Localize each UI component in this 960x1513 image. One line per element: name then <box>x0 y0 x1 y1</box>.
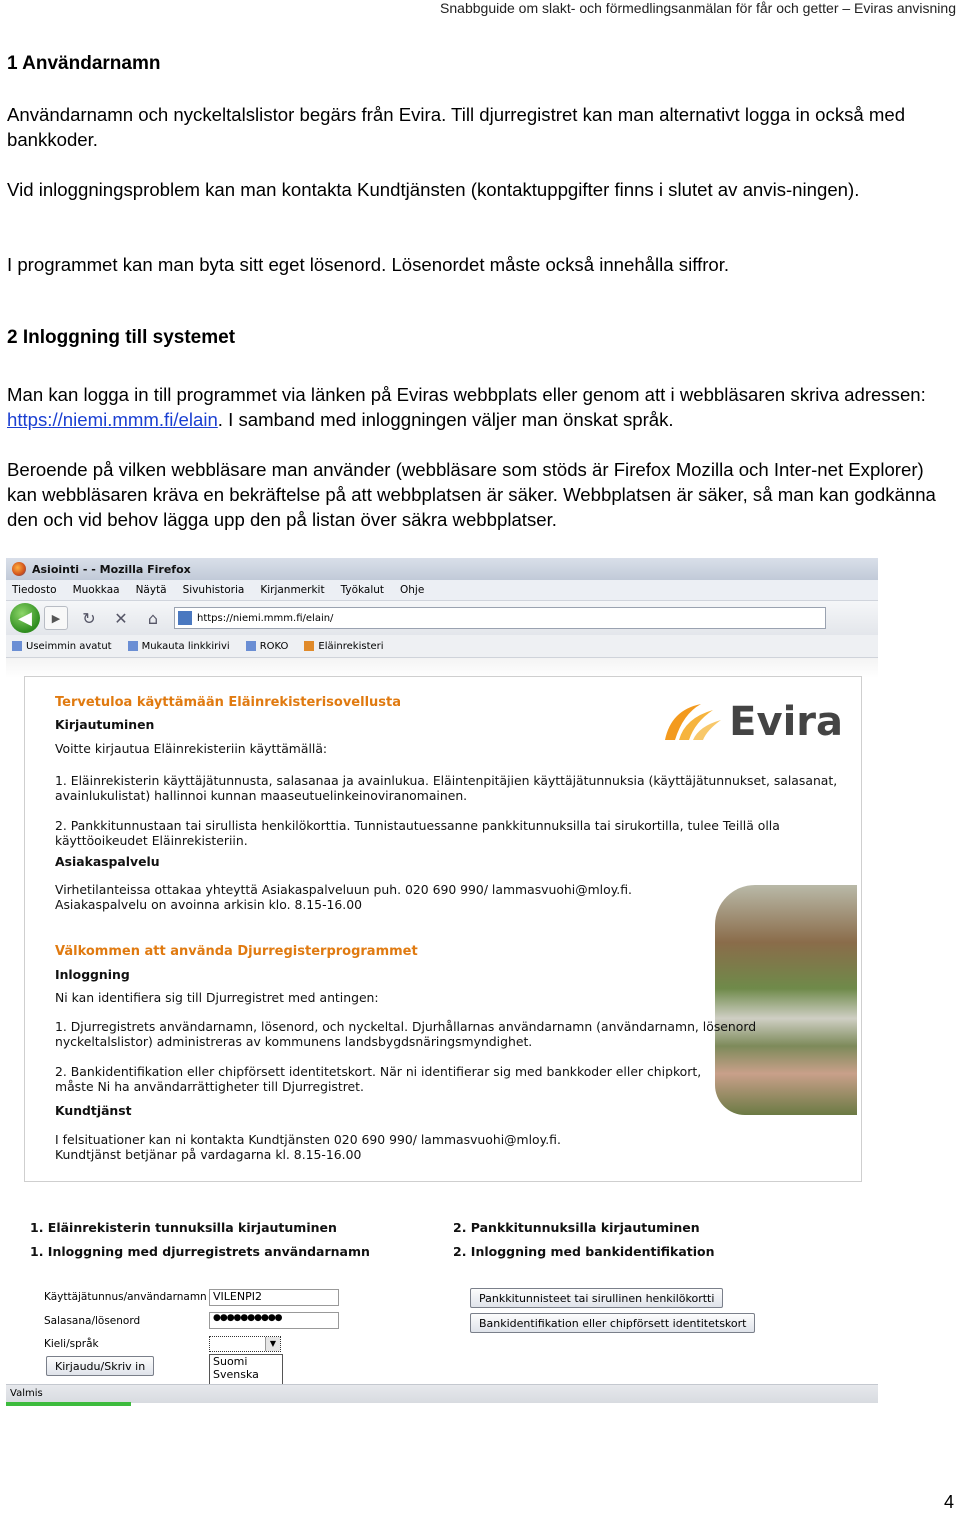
browser-screenshot <box>6 558 878 1408</box>
sv-service-heading: Kundtjänst <box>55 1103 132 1118</box>
fi-option-1b: avainlukulistat) hallinnoi kunnan maaseutuelinkeinoviranomainen. <box>55 788 468 803</box>
bank-login-button-sv[interactable]: Bankidentifikation eller chipförsett identitetskort <box>470 1313 755 1333</box>
sv-option-2a: 2. Bankidentifikation eller chipförsett identitetskort. När ni identifierar sig med bankkoder eller chipkort, <box>55 1064 702 1079</box>
section-2-title: 2 Inloggning till systemet <box>7 327 236 348</box>
login-option-1-sv: 1. Inloggning med djurregistrets användarnamn <box>30 1244 370 1259</box>
para-text: Man kan logga in till programmet via länken på Eviras webbplats eller genom att i webbläsaren skriva adressen: <box>7 384 926 405</box>
section-1-title: 1 Användarnamn <box>7 53 161 74</box>
bookmark-label: Eläinrekisteri <box>318 640 384 652</box>
bookmark-roko[interactable] <box>246 641 289 652</box>
password-input[interactable]: ●●●●●●●●●● <box>209 1312 339 1329</box>
address-bar[interactable] <box>174 607 826 629</box>
status-progress <box>6 1402 131 1406</box>
site-favicon-icon <box>178 611 192 625</box>
fi-login-heading: Kirjautuminen <box>55 717 155 732</box>
password-label: Salasana/lösenord <box>44 1315 141 1327</box>
chevron-down-icon[interactable]: ▼ <box>265 1337 280 1351</box>
bookmark-icon <box>12 641 22 651</box>
farm-animals-photo <box>715 885 857 1115</box>
window-titlebar <box>6 558 878 580</box>
evira-welcome-panel <box>24 676 862 1182</box>
menu-tyokalut[interactable]: Työkalut <box>340 584 385 596</box>
login-option-2-fi: 2. Pankkitunnuksilla kirjautuminen <box>453 1220 700 1235</box>
bank-login-button-fi[interactable]: Pankkitunnisteet tai sirullinen henkilökortti <box>470 1288 723 1308</box>
home-icon[interactable]: ⌂ <box>147 608 159 628</box>
bookmark-label: ROKO <box>259 640 289 652</box>
bookmark-elainrekisteri[interactable] <box>304 641 383 652</box>
fi-intro: Voitte kirjautua Eläinrekisteriin käyttämällä: <box>55 741 328 756</box>
username-label: Käyttäjätunnus/användarnamn <box>44 1291 207 1303</box>
section-2-para-2: Beroende på vilken webbläsare man använder (webbläsare som stöds är Firefox Mozilla och Inter-net Explorer) kan webbläsaren kräva en bekräftelse på att webbplatsen är säker. Webbplatsen är säker, så man kan godkänna den och vid behov lägga upp den på listan över säkra webbplatser. <box>7 459 936 530</box>
elain-link[interactable]: https://niemi.mmm.fi/elain <box>7 409 218 430</box>
menu-kirjanmerkit[interactable]: Kirjanmerkit <box>260 584 325 596</box>
sv-service-line-1: I felsituationer kan ni kontakta Kundtjänsten 020 690 990/ lammasvuohi@mloy.fi. <box>55 1132 561 1147</box>
bookmark-useimmin[interactable] <box>12 641 112 652</box>
menu-sivuhistoria[interactable]: Sivuhistoria <box>182 584 245 596</box>
window-title: Asiointi - - Mozilla Firefox <box>32 562 191 576</box>
status-bar: Valmis <box>6 1384 878 1403</box>
page-number: 4 <box>943 1492 954 1512</box>
bookmark-mukauta[interactable] <box>128 641 230 652</box>
reload-icon[interactable]: ↻ <box>82 608 96 628</box>
running-header: Snabbguide om slakt- och förmedlingsanmälan för får och getter – Eviras anvisning <box>440 0 956 16</box>
sv-option-1a: 1. Djurregistrets användarnamn, lösenord, och nyckeltal. Djurhållarnas användarnamn (användarnamn, lösenord <box>55 1019 757 1034</box>
section-2-para-1 <box>7 382 953 432</box>
bookmarks-toolbar <box>6 635 878 658</box>
fi-service-line-1: Virhetilanteissa ottakaa yhteyttä Asiakaspalveluun puh. 020 690 990/ lammasvuohi@mloy.fi. <box>55 882 632 897</box>
evira-swoosh-icon <box>661 700 723 744</box>
bookmark-icon <box>128 641 138 651</box>
language-option-svenska[interactable]: Svenska <box>213 1368 259 1381</box>
menu-nayta[interactable]: Näytä <box>135 584 167 596</box>
toolbar-spacer <box>6 658 878 678</box>
bookmark-icon <box>304 641 314 651</box>
sv-option-2b: måste Ni ha användarrättigheter till Djurregistret. <box>55 1079 364 1094</box>
language-label: Kieli/språk <box>44 1338 99 1350</box>
sv-service-line-2: Kundtjänst betjänar på vardagarna kl. 8.15-16.00 <box>55 1147 362 1162</box>
forward-arrow-icon[interactable]: ▶ <box>44 606 68 630</box>
evira-logo-text: Evira <box>729 699 843 745</box>
fi-option-2a: 2. Pankkitunnustaan tai sirullista henkilökorttia. Tunnistautuessanne pankkitunnuksilla tai sirukortilla, tulee Teillä olla <box>55 818 780 833</box>
section-1-para-1: Användarnamn och nyckeltalslistor begärs från Evira. Till djurregistret kan man alternativt logga in också med bankkoder. <box>7 104 906 150</box>
sv-title: Välkommen att använda Djurregisterprogrammet <box>55 944 418 959</box>
sv-intro: Ni kan identifiera sig till Djurregistret med antingen: <box>55 990 379 1005</box>
stop-icon[interactable]: ✕ <box>114 608 128 628</box>
language-option-suomi[interactable]: Suomi <box>213 1355 248 1368</box>
menu-bar <box>6 580 878 601</box>
login-option-2-sv: 2. Inloggning med bankidentifikation <box>453 1244 715 1259</box>
fi-option-1a: 1. Eläinrekisterin käyttäjätunnusta, salasanaa ja avainlukua. Eläintenpitäjien käyttäjätunnuksia (käyttäjätunnukset, salasanat, <box>55 773 838 788</box>
bookmark-label: Mukauta linkkirivi <box>141 640 230 652</box>
login-option-1-fi: 1. Eläinrekisterin tunnuksilla kirjautuminen <box>30 1220 337 1235</box>
fi-service-line-2: Asiakaspalvelu on avoinna arkisin klo. 8.15-16.00 <box>55 897 363 912</box>
language-select[interactable] <box>209 1336 281 1352</box>
fi-title: Tervetuloa käyttämään Eläinrekisterisovellusta <box>55 695 402 710</box>
fi-service-heading: Asiakaspalvelu <box>55 854 160 869</box>
bookmark-icon <box>246 641 256 651</box>
para-text: . I samband med inloggningen väljer man önskat språk. <box>217 409 674 430</box>
firefox-icon <box>12 562 26 576</box>
sv-login-heading: Inloggning <box>55 967 130 982</box>
username-input[interactable]: VILENPI2 <box>209 1289 339 1306</box>
login-panel <box>6 1208 878 1408</box>
evira-logo <box>661 699 843 745</box>
bookmark-label: Useimmin avatut <box>26 640 112 652</box>
menu-ohje[interactable]: Ohje <box>400 584 425 596</box>
back-arrow-icon[interactable]: ◀ <box>10 603 40 633</box>
sv-option-1b: nyckeltalslistor) administreras av kommunens landsbygdsnäringsmyndighet. <box>55 1034 533 1049</box>
section-1-para-2: Vid inloggningsproblem kan man kontakta Kundtjänsten (kontaktuppgifter finns i slutet av anvis-ningen). <box>7 179 860 200</box>
menu-muokkaa[interactable]: Muokkaa <box>72 584 120 596</box>
login-button[interactable]: Kirjaudu/Skriv in <box>46 1356 154 1376</box>
section-1-para-3: I programmet kan man byta sitt eget lösenord. Lösenordet måste också innehålla siffror. <box>7 254 730 275</box>
address-text: https://niemi.mmm.fi/elain/ <box>197 612 334 624</box>
navigation-toolbar <box>6 601 878 635</box>
fi-option-2b: käyttöoikeudet Eläinrekisteriin. <box>55 833 248 848</box>
menu-tiedosto[interactable]: Tiedosto <box>12 584 57 596</box>
